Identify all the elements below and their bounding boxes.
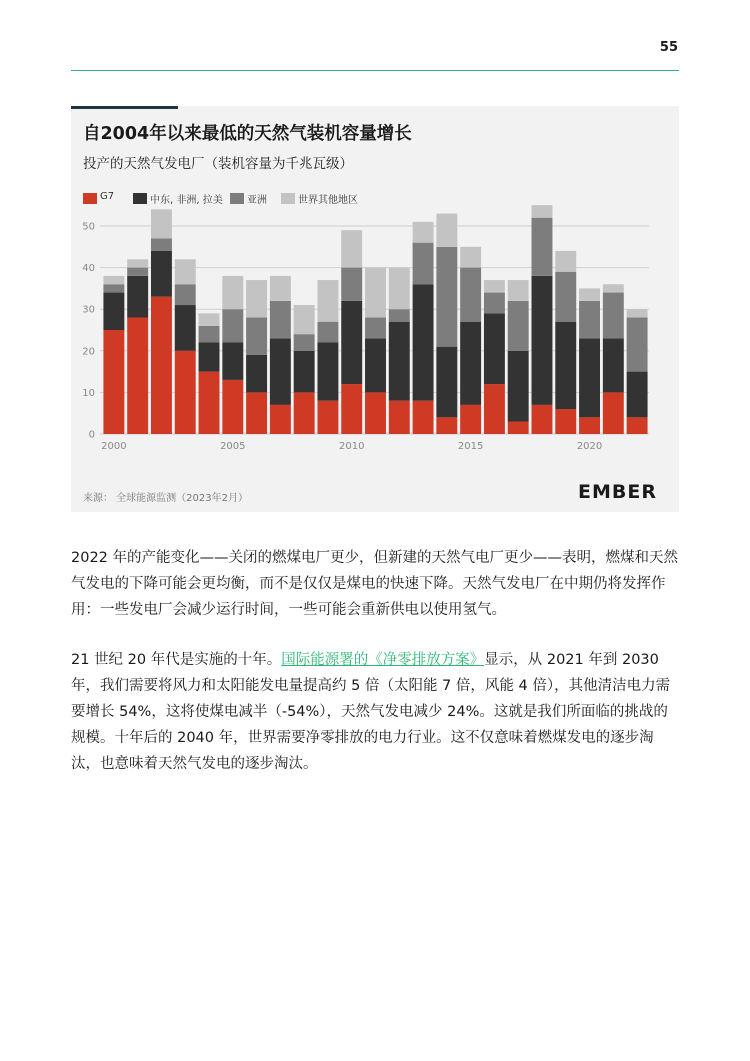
chart-source: 来源： 全球能源监测（2023年2月）: [83, 493, 248, 504]
bar-segment-2009-s0: [317, 401, 338, 434]
bar-segment-2006-s2: [246, 318, 267, 355]
bar-segment-2019-s0: [555, 409, 576, 434]
bar-segment-2005-s2: [222, 309, 243, 342]
bar-segment-2004-s3: [199, 313, 220, 325]
bar-segment-2001-s3: [127, 259, 148, 267]
bar-segment-2018-s0: [532, 405, 553, 434]
bar-segment-2021-s3: [603, 284, 624, 292]
y-tick-label: 40: [82, 263, 95, 275]
bar-segment-2015-s0: [460, 405, 481, 434]
bar-segment-2012-s3: [389, 268, 410, 310]
bar-segment-2013-s0: [413, 401, 434, 434]
bar-segment-2022-s1: [627, 372, 648, 418]
page-number: 55: [659, 40, 678, 55]
legend-label-rest-of-world: 世界其他地区: [298, 195, 358, 206]
x-tick-label: 2010: [338, 441, 365, 452]
bar-segment-2008-s3: [294, 305, 315, 334]
bar-segment-2018-s3: [532, 205, 553, 217]
bar-segment-2010-s0: [341, 384, 362, 434]
bar-segment-2010-s1: [341, 301, 362, 384]
bar-segment-2015-s3: [460, 247, 481, 268]
bar-segment-2021-s2: [603, 293, 624, 339]
bar-segment-2000-s3: [103, 276, 124, 284]
bar-segment-2003-s1: [175, 305, 196, 351]
x-tick-label: 2015: [457, 441, 484, 452]
bar-segment-2011-s2: [365, 318, 386, 339]
bar-segment-2013-s3: [413, 222, 434, 243]
body-paragraph-1: 2022 年的产能变化——关闭的燃煤电厂更少，但新建的天然气电厂更少——表明，燃煤和天然气发电的下降可能会更均衡，而不是仅仅是煤电的快速下降。天然气发电厂在中期仍将发挥作用：一些发电厂会减少运行时间，一些可能会重新供电以使用氢气。: [71, 550, 679, 618]
bar-segment-2006-s3: [246, 280, 267, 317]
bar-segment-2003-s0: [175, 351, 196, 434]
bar-segment-2021-s1: [603, 338, 624, 392]
bar-segment-2010-s3: [341, 230, 362, 267]
bar-segment-2001-s2: [127, 268, 148, 276]
y-tick-label: 20: [82, 346, 95, 358]
bar-segment-2011-s3: [365, 268, 386, 318]
bar-segment-2002-s2: [151, 238, 172, 250]
bar-segment-2003-s3: [175, 259, 196, 284]
legend-label-asia: 亚洲: [247, 195, 267, 206]
bar-segment-2014-s0: [436, 417, 457, 434]
bar-segment-2010-s2: [341, 268, 362, 301]
bar-segment-2016-s0: [484, 384, 505, 434]
bar-segment-2011-s0: [365, 392, 386, 434]
bar-segment-2014-s3: [436, 214, 457, 247]
bar-segment-2021-s0: [603, 392, 624, 434]
bar-segment-2001-s1: [127, 276, 148, 318]
y-tick-label: 10: [82, 387, 95, 399]
bar-segment-2009-s3: [317, 280, 338, 322]
bar-segment-2001-s0: [127, 318, 148, 434]
bar-segment-2014-s1: [436, 347, 457, 418]
bar-segment-2018-s1: [532, 276, 553, 405]
bar-segment-2007-s1: [270, 338, 291, 405]
bar-segment-2019-s2: [555, 272, 576, 322]
chart-title: 自2004年以来最低的天然气装机容量增长: [83, 124, 412, 144]
bar-segment-2003-s2: [175, 284, 196, 305]
bar-segment-2017-s1: [508, 351, 529, 422]
bar-segment-2020-s0: [579, 417, 600, 434]
bar-segment-2007-s2: [270, 301, 291, 338]
x-tick-label: 2000: [101, 441, 127, 452]
bar-segment-2012-s1: [389, 322, 410, 401]
bar-segment-2019-s3: [555, 251, 576, 272]
bar-segment-2008-s0: [294, 392, 315, 434]
bar-segment-2016-s1: [484, 313, 505, 384]
bar-segment-2018-s2: [532, 218, 553, 276]
para2-prefix: 21 世纪 20 年代是实施的十年。: [71, 652, 282, 668]
bar-segment-2004-s2: [199, 326, 220, 343]
bar-segment-2022-s0: [627, 417, 648, 434]
bar-segment-2004-s1: [199, 342, 220, 371]
bar-segment-2004-s0: [199, 372, 220, 434]
bar-segment-2005-s0: [222, 380, 243, 434]
bar-segment-2022-s3: [627, 309, 648, 317]
ember-logo: EMBER: [578, 481, 657, 503]
bar-segment-2002-s3: [151, 209, 172, 238]
bar-segment-2014-s2: [436, 247, 457, 347]
bar-segment-2000-s0: [103, 330, 124, 434]
bar-segment-2009-s2: [317, 322, 338, 343]
bar-segment-2007-s0: [270, 405, 291, 434]
bar-segment-2015-s2: [460, 268, 481, 322]
bar-segment-2006-s1: [246, 355, 267, 392]
bar-segment-2005-s3: [222, 276, 243, 309]
bar-segment-2008-s2: [294, 334, 315, 351]
chart-figure: [71, 106, 679, 512]
chart-plot: [71, 106, 679, 512]
bar-segment-2011-s1: [365, 338, 386, 392]
bar-segment-2020-s3: [579, 288, 600, 300]
bar-segment-2006-s0: [246, 392, 267, 434]
iea-net-zero-link[interactable]: 国际能源署的《净零排放方案》: [281, 652, 485, 668]
bar-segment-2000-s1: [103, 293, 124, 330]
x-tick-label: 2005: [220, 441, 246, 452]
bar-segment-2016-s2: [484, 293, 505, 314]
para2-suffix: 显示，从 2021 年到 2030 年，我们需要将风力和太阳能发电量提高约 5 倍（太阳能 7 倍，风能 4 倍），其他清洁电力需要增长 54%，这将使煤电减半（-54%），天然气发电减少 24%。这就是我们所面临的挑战的规模。十年后的 2040 年，世界需要净零排放的电力行业。这不仅意味着燃煤发电的逐步淘汰，也意味着天然气发电的逐步淘汰。: [71, 652, 671, 772]
y-tick-label: 30: [82, 304, 95, 316]
bar-segment-2015-s1: [460, 322, 481, 405]
bar-segment-2012-s2: [389, 309, 410, 321]
bar-segment-2012-s0: [389, 401, 410, 434]
x-tick-label: 2020: [576, 441, 603, 452]
bar-segment-2017-s2: [508, 301, 529, 351]
bar-segment-2016-s3: [484, 280, 505, 292]
bar-segment-2002-s0: [151, 297, 172, 434]
bar-segment-2009-s1: [317, 342, 338, 400]
bar-segment-2013-s2: [413, 243, 434, 285]
body-paragraph-2: [71, 647, 681, 777]
bar-segment-2019-s1: [555, 322, 576, 409]
bar-segment-2007-s3: [270, 276, 291, 301]
bar-segment-2020-s1: [579, 338, 600, 417]
chart-subtitle: 投产的天然气发电厂（装机容量为千兆瓦级）: [83, 156, 353, 172]
bar-segment-2005-s1: [222, 342, 243, 379]
bar-segment-2017-s3: [508, 280, 529, 301]
bar-segment-2002-s1: [151, 251, 172, 297]
y-tick-label: 50: [82, 221, 95, 233]
bar-segment-2017-s0: [508, 422, 529, 434]
legend-label-mena-latam: 中东, 非洲, 拉美: [150, 195, 223, 206]
bar-segment-2013-s1: [413, 284, 434, 400]
y-tick-label: 0: [88, 429, 95, 441]
bar-segment-2008-s1: [294, 351, 315, 393]
header-rule: [71, 70, 679, 71]
bar-segment-2020-s2: [579, 301, 600, 338]
bar-segment-2022-s2: [627, 318, 648, 372]
legend-label-g7: G7: [100, 191, 115, 202]
bar-segment-2000-s2: [103, 284, 124, 292]
